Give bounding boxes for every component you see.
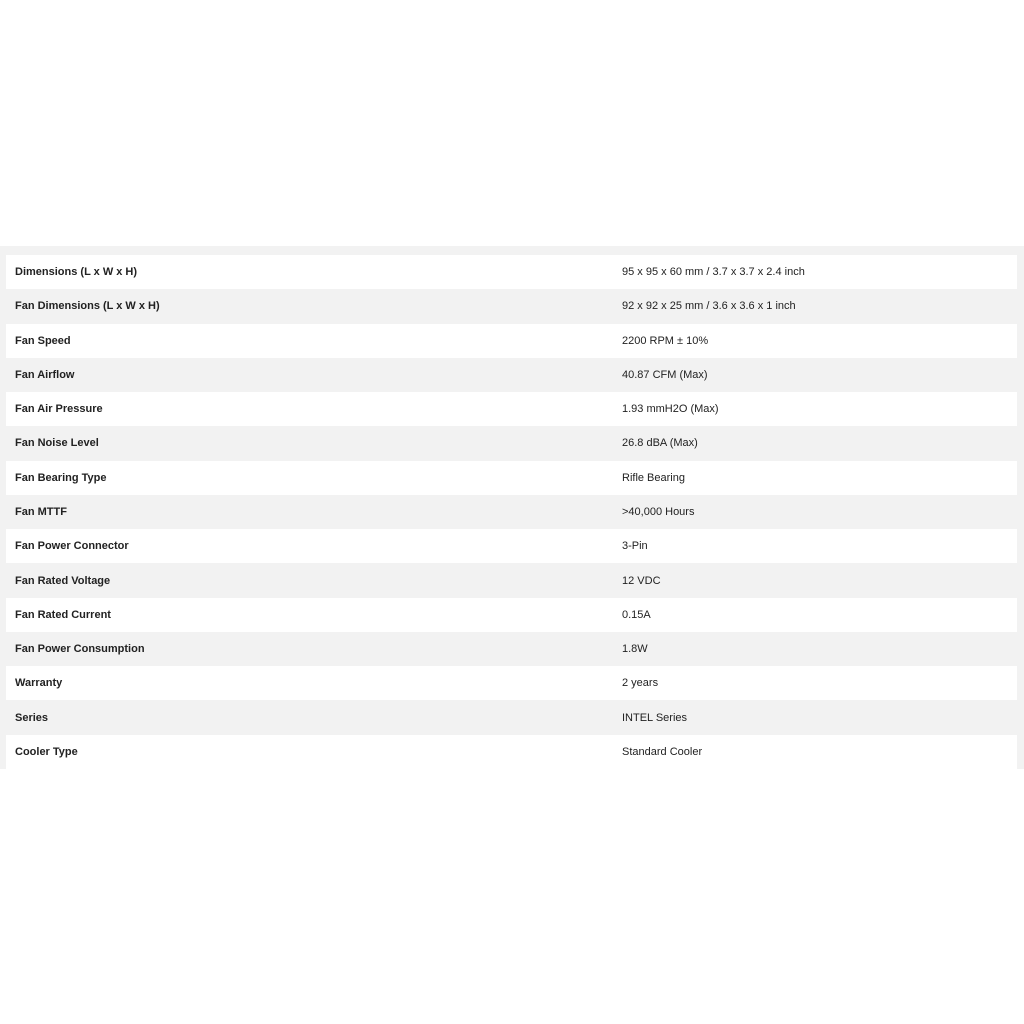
spec-row-warranty	[6, 666, 1017, 700]
spec-value: 92 x 92 x 25 mm / 3.6 x 3.6 x 1 inch	[622, 300, 796, 313]
specifications-table	[6, 255, 1017, 769]
spec-value: 1.93 mmH2O (Max)	[622, 403, 719, 416]
spec-value: Standard Cooler	[622, 745, 703, 758]
spec-value: 26.8 dBA (Max)	[622, 437, 698, 450]
spec-label: Fan Noise Level	[15, 437, 99, 450]
spec-value: 12 VDC	[622, 574, 661, 587]
spec-label: Fan Bearing Type	[15, 471, 107, 484]
spec-label: Fan Speed	[15, 334, 71, 347]
spec-row-fan-air-pressure	[6, 392, 1017, 426]
spec-label: Warranty	[15, 677, 63, 690]
spec-row-fan-power-connector	[6, 529, 1017, 563]
spec-label: Cooler Type	[15, 745, 78, 758]
spec-label: Fan Rated Current	[15, 608, 111, 621]
spec-value: >40,000 Hours	[622, 505, 695, 518]
spec-label: Fan Rated Voltage	[15, 574, 111, 587]
spec-label: Fan Power Consumption	[15, 643, 145, 656]
spec-row-fan-speed	[6, 324, 1017, 358]
specifications-panel	[0, 246, 1024, 769]
spec-row-fan-power-consumption	[6, 632, 1017, 666]
spec-row-fan-airflow	[6, 358, 1017, 392]
spec-value: 0.15A	[622, 608, 651, 621]
spec-label: Fan Airflow	[15, 368, 75, 381]
spec-label: Series	[15, 711, 49, 724]
spec-label: Fan MTTF	[15, 505, 67, 518]
spec-value: INTEL Series	[622, 711, 688, 724]
spec-row-dimensions	[6, 255, 1017, 289]
spec-row-fan-noise-level	[6, 426, 1017, 460]
spec-row-fan-rated-current	[6, 598, 1017, 632]
spec-value: 3-Pin	[622, 540, 648, 553]
spec-value: 2 years	[622, 677, 659, 690]
spec-row-fan-bearing-type	[6, 461, 1017, 495]
spec-row-series	[6, 700, 1017, 734]
spec-label: Fan Power Connector	[15, 540, 129, 553]
spec-row-fan-rated-voltage	[6, 563, 1017, 597]
spec-label: Fan Air Pressure	[15, 403, 103, 416]
spec-row-fan-mttf	[6, 495, 1017, 529]
spec-value: Rifle Bearing	[622, 471, 685, 484]
spec-value: 40.87 CFM (Max)	[622, 368, 708, 381]
spec-value: 95 x 95 x 60 mm / 3.7 x 3.7 x 2.4 inch	[622, 266, 805, 279]
spec-value: 2200 RPM ± 10%	[622, 334, 709, 347]
spec-value: 1.8W	[622, 643, 648, 656]
spec-row-cooler-type	[6, 735, 1017, 769]
spec-row-fan-dimensions	[6, 289, 1017, 323]
spec-label: Dimensions (L x W x H)	[15, 266, 138, 279]
spec-label: Fan Dimensions (L x W x H)	[15, 300, 160, 313]
